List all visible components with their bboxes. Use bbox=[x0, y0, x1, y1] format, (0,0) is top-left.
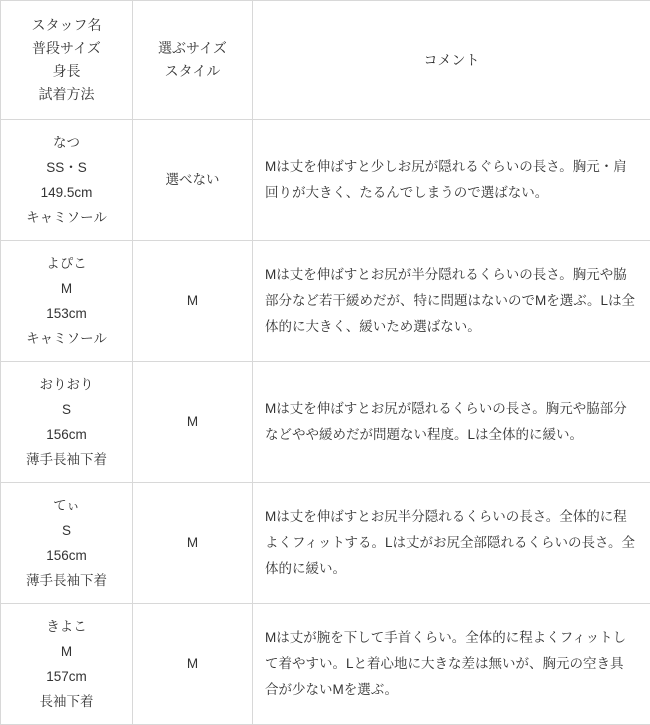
header-staff-line-4: 試着方法 bbox=[5, 83, 128, 106]
staff-cell bbox=[1, 362, 133, 483]
header-staff-line-2: 普段サイズ bbox=[5, 37, 128, 60]
table-header bbox=[1, 1, 650, 120]
choice-cell: M bbox=[133, 241, 253, 362]
staff-fitting-method: 長袖下着 bbox=[5, 689, 128, 714]
choice-cell: M bbox=[133, 362, 253, 483]
staff-cell bbox=[1, 120, 133, 241]
header-choice bbox=[133, 1, 253, 120]
choice-cell: 選べない bbox=[133, 120, 253, 241]
staff-height: 153cm bbox=[5, 301, 128, 326]
comment-cell: Mは丈を伸ばすとお尻が半分隠れるくらいの長さ。胸元や脇部分など若干緩めだが、特に問題はないのでMを選ぶ。Lは全体的に大きく、緩いため選ばない。 bbox=[253, 241, 650, 362]
staff-fitting-method: キャミソール bbox=[5, 326, 128, 351]
staff-usual-size: M bbox=[5, 276, 128, 301]
choice-cell: M bbox=[133, 604, 253, 725]
staff-usual-size: SS・S bbox=[5, 155, 128, 180]
table-row bbox=[1, 120, 650, 241]
header-choice-line-1: 選ぶサイズ bbox=[137, 37, 248, 60]
table-header-row bbox=[1, 1, 650, 120]
staff-usual-size: M bbox=[5, 639, 128, 664]
choice-cell: M bbox=[133, 483, 253, 604]
staff-name: なつ bbox=[5, 130, 128, 155]
staff-height: 157cm bbox=[5, 664, 128, 689]
comment-cell: Mは丈を伸ばすと少しお尻が隠れるぐらいの長さ。胸元・肩回りが大きく、たるんでしまうので選ばない。 bbox=[253, 120, 650, 241]
staff-height: 156cm bbox=[5, 543, 128, 568]
comment-cell: Mは丈を伸ばすとお尻半分隠れるくらいの長さ。全体的に程よくフィットする。Lは丈がお尻全部隠れるくらいの長さ。全体的に緩い。 bbox=[253, 483, 650, 604]
table-body bbox=[1, 120, 650, 725]
staff-fitting-method: キャミソール bbox=[5, 205, 128, 230]
table-row bbox=[1, 241, 650, 362]
table-row bbox=[1, 483, 650, 604]
table-row bbox=[1, 362, 650, 483]
staff-fitting-method: 薄手長袖下着 bbox=[5, 568, 128, 593]
staff-cell bbox=[1, 241, 133, 362]
header-staff bbox=[1, 1, 133, 120]
staff-fitting-method: 薄手長袖下着 bbox=[5, 447, 128, 472]
table-row bbox=[1, 604, 650, 725]
staff-usual-size: S bbox=[5, 397, 128, 422]
staff-name: てぃ bbox=[5, 493, 128, 518]
staff-cell bbox=[1, 604, 133, 725]
header-staff-line-1: スタッフ名 bbox=[5, 14, 128, 37]
staff-name: おりおり bbox=[5, 372, 128, 397]
comment-cell: Mは丈が腕を下して手首くらい。全体的に程よくフィットして着やすい。Lと着心地に大きな差は無いが、胸元の空き具合が少ないMを選ぶ。 bbox=[253, 604, 650, 725]
header-choice-line-2: スタイル bbox=[137, 60, 248, 83]
staff-usual-size: S bbox=[5, 518, 128, 543]
staff-cell bbox=[1, 483, 133, 604]
header-comment: コメント bbox=[253, 1, 650, 120]
header-staff-line-3: 身長 bbox=[5, 60, 128, 83]
comment-cell: Mは丈を伸ばすとお尻が隠れるくらいの長さ。胸元や脇部分などやや緩めだが問題ない程度。Lは全体的に緩い。 bbox=[253, 362, 650, 483]
staff-name: よぴこ bbox=[5, 251, 128, 276]
staff-name: きよこ bbox=[5, 614, 128, 639]
staff-height: 156cm bbox=[5, 422, 128, 447]
staff-height: 149.5cm bbox=[5, 180, 128, 205]
